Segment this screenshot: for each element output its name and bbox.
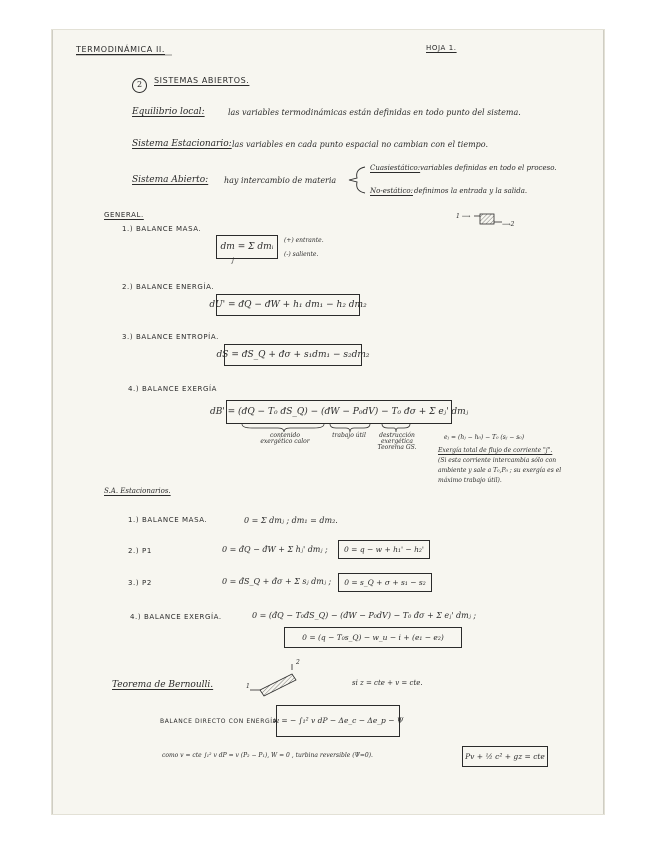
def-abierto-term: Sistema Abierto:: [132, 175, 209, 185]
flow-exergy-note-4: máximo trabajo útil).: [438, 477, 502, 484]
exergy-useful-work-note: trabajo útil: [332, 432, 366, 439]
def-equilibrio-local-term: Equilibrio local:: [132, 107, 205, 117]
exergy-heat-content-note: contenido exergético calor: [260, 432, 310, 445]
flow-exergy-equation: eⱼ = (hⱼ − h₀) − T₀ (sⱼ − s₀): [444, 434, 525, 441]
header-rule: [52, 54, 604, 58]
general-exergy-equation: dB' = (đQ − T₀ đS_Q) − (đW − P₀dV) − T₀ đσ + Σ eⱼ' dmⱼ: [209, 406, 469, 417]
course-title: TERMODINÁMICA II.: [76, 45, 166, 54]
general-exergy-equation-box: [209, 400, 469, 424]
sketch-outlet-label: ⟶2: [502, 221, 515, 228]
stationary-mass-label: 1.) BALANCE MASA.: [128, 516, 208, 524]
stationary-p2-result-box: [338, 573, 432, 592]
general-mass-note-in: (+) entrante.: [284, 237, 324, 244]
general-exergy-label: 4.) BALANCE EXERGÍA: [128, 385, 218, 393]
stationary-p2-equation: 0 = đS_Q + đσ + Σ sⱼ dmⱼ ;: [222, 577, 332, 586]
def-estacionario-term: Sistema Estacionario:: [132, 139, 232, 149]
stationary-exergy-result-box: [284, 627, 462, 648]
stationary-p1-label: 2.) P1: [128, 547, 152, 555]
general-mass-note-out: (-) saliente.: [284, 251, 319, 258]
general-energy-equation: dU' = đQ − đW + h₁ dm₁ − h₂ dm₂: [209, 299, 367, 310]
bernoulli-condition: si z = cte + v = cte.: [352, 679, 423, 687]
brace-icon: [347, 165, 367, 195]
flow-exergy-note-2: (Si esta corriente intercambia sólo con: [438, 457, 557, 464]
exergy-destruction-note: destrucción exergética Teorema GS.: [377, 432, 417, 451]
def-equilibrio-local-text: las variables termodinámicas están definidas en todo punto del sistema.: [228, 108, 521, 117]
def-cuasi-text: variables definidas en todo el proceso.: [420, 164, 557, 172]
bernoulli-balance-label: BALANCE DIRECTO CON ENERGÍA:: [160, 718, 280, 725]
pipe-sketch: [248, 660, 318, 700]
general-entropy-label: 3.) BALANCE ENTROPÍA.: [122, 333, 219, 341]
flow-exergy-note-3: ambiente y sale a T₀,P₀ ; su exergía es el: [438, 467, 562, 474]
def-cuasi-term: Cuasiestático:: [370, 164, 421, 172]
bernoulli-result-box: [462, 746, 548, 767]
section-title: SISTEMAS ABIERTOS.: [154, 76, 250, 85]
bernoulli-balance-equation-box: [272, 705, 404, 737]
stationary-heading: S.A. Estacionarios.: [104, 487, 171, 495]
flow-exergy-note-1: Exergía total de flujo de corriente "j".: [438, 447, 553, 454]
general-mass-subscript: j: [232, 257, 234, 264]
stationary-exergy-equation: 0 = (đQ − T₀đS_Q) − (đW − P₀dV) − T₀ đσ + Σ eⱼ' dmⱼ ;: [252, 611, 477, 620]
general-heading: GENERAL.: [104, 211, 144, 219]
bernoulli-title: Teorema de Bernoulli.: [112, 680, 214, 690]
bernoulli-balance-equation: w = − ∫₁² v dP − Δe_c − Δe_p − Ψ: [272, 716, 404, 726]
sketch-inlet-label: 1 ⟶: [456, 213, 471, 220]
def-no-estatico-term: No-estático:: [370, 187, 413, 195]
stationary-exergy-label: 4.) BALANCE EXERGÍA.: [130, 613, 222, 621]
bernoulli-como-line: como v = cte ∫₁² v dP = v (P₂ − P₁), W = 0 , turbina reversible (Ψ=0).: [162, 752, 373, 759]
general-entropy-equation: dS = đS_Q + đσ + s₁dm₁ − s₂dm₂: [216, 349, 370, 360]
def-abierto-text: hay intercambio de materia: [224, 176, 337, 185]
general-entropy-equation-box: [216, 344, 370, 366]
general-energy-equation-box: [209, 294, 367, 316]
notebook-page: [52, 30, 604, 814]
sheet-number: HOJA 1.: [426, 44, 457, 52]
stationary-p2-result: 0 = s_Q + σ + s₁ − s₂: [344, 577, 426, 587]
section-number-circle: 2: [132, 78, 147, 93]
general-mass-equation-box: [216, 235, 278, 259]
general-mass-equation: dm = Σ dmᵢ: [220, 241, 274, 252]
stationary-p1-result: 0 = q − w + h₁' − h₂': [344, 544, 424, 554]
def-no-estatico-text: definimos la entrada y la salida.: [414, 187, 528, 195]
pipe-sketch-outlet-label: 2: [296, 659, 300, 666]
stationary-p2-label: 3.) P2: [128, 579, 152, 587]
bernoulli-result: Pv + ½ c² + gz = cte: [465, 751, 545, 761]
stationary-p1-result-box: [338, 540, 430, 559]
stationary-exergy-result: 0 = (q − T₀s_Q) − w_u − i + (e₁ − e₂): [302, 632, 444, 642]
general-energy-label: 2.) BALANCE ENERGÍA.: [122, 283, 215, 291]
pipe-sketch-inlet-label: 1: [246, 683, 250, 690]
stationary-mass-equation: 0 = Σ dmⱼ ; dm₁ = dm₂.: [244, 516, 338, 525]
general-mass-label: 1.) BALANCE MASA.: [122, 225, 202, 233]
stationary-p1-equation: 0 = đQ − đW + Σ hⱼ' dmⱼ ;: [222, 545, 328, 554]
def-estacionario-text: las variables en cada punto espacial no cambian con el tiempo.: [232, 140, 488, 149]
control-volume-sketch: [474, 210, 514, 230]
section-heading: [132, 74, 147, 93]
